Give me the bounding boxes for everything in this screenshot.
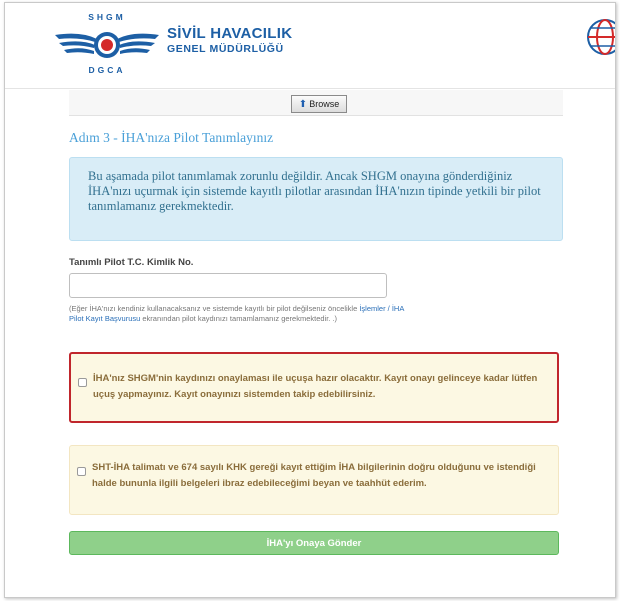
upload-arrow-icon: ⬆ bbox=[298, 98, 308, 110]
globe-icon bbox=[585, 17, 616, 57]
declaration-notice bbox=[69, 445, 559, 515]
upload-bar bbox=[69, 90, 563, 116]
declaration-checkbox[interactable] bbox=[77, 467, 86, 476]
step-title: Adım 3 - İHA'nıza Pilot Tanımlayınız bbox=[69, 130, 274, 145]
declaration-text: SHT-İHA talimatı ve 674 sayılı KHK gereği kayıt ettiğim İHA bilgilerinin doğru olduğunu ve istendiği halde bununla ilgili belgeleri ibraz edebileceğimi beyan ve taahhüt ederim. bbox=[92, 462, 536, 489]
brand-title: SİVİL HAVACILIK bbox=[167, 25, 293, 42]
confirm-registration-checkbox[interactable] bbox=[78, 378, 87, 387]
pilot-registration-link[interactable]: İşlemler / İHA Pilot Kayıt Başvurusu bbox=[69, 304, 404, 323]
logo-top-text: SHGM bbox=[88, 12, 126, 22]
form-content bbox=[59, 90, 573, 598]
registration-warning bbox=[69, 352, 559, 423]
pilot-id-label: Tanımlı Pilot T.C. Kimlik No. bbox=[69, 257, 194, 268]
logo-bottom-text: DGCA bbox=[88, 65, 126, 75]
browse-button[interactable] bbox=[291, 95, 347, 113]
brand-subtitle: GENEL MÜDÜRLÜĞÜ bbox=[167, 43, 284, 55]
help-text-part2: ekranından pilot kaydınızı tamamlamanız gerekmektedir. .) bbox=[140, 313, 338, 323]
site-header bbox=[5, 3, 615, 89]
shgm-logo bbox=[53, 11, 161, 75]
submit-for-approval-button[interactable]: İHA'yı Onaya Gönder bbox=[69, 531, 559, 555]
help-text-part1: (Eğer İHA'nızı kendiniz kullanacaksanız ve sistemde kayıtlı bir pilot değilseniz öncelikle bbox=[69, 304, 360, 313]
browser-frame bbox=[4, 2, 616, 598]
browse-label: Browse bbox=[309, 99, 340, 109]
confirm-registration-text: İHA'nız SHGM'nin kaydınızı onaylaması ile uçuşa hazır olacaktır. Kayıt onayı gelinceye kadar lütfen uçuş yapmayınız. Kayıt onayınızı sistemden takip edebilirsiniz. bbox=[93, 373, 538, 400]
brand-name bbox=[167, 25, 292, 55]
help-text bbox=[69, 304, 409, 323]
info-alert: Bu aşamada pilot tanımlamak zorunlu değildir. Ancak SHGM onayına gönderdiğiniz İHA'nızı uçurmak için sistemde kayıtlı pilotlar arasından İHA'nızın tipinde yetkili bir pilot tanımlamanız gerekmektedir. bbox=[69, 157, 563, 241]
pilot-id-input[interactable] bbox=[69, 273, 387, 298]
